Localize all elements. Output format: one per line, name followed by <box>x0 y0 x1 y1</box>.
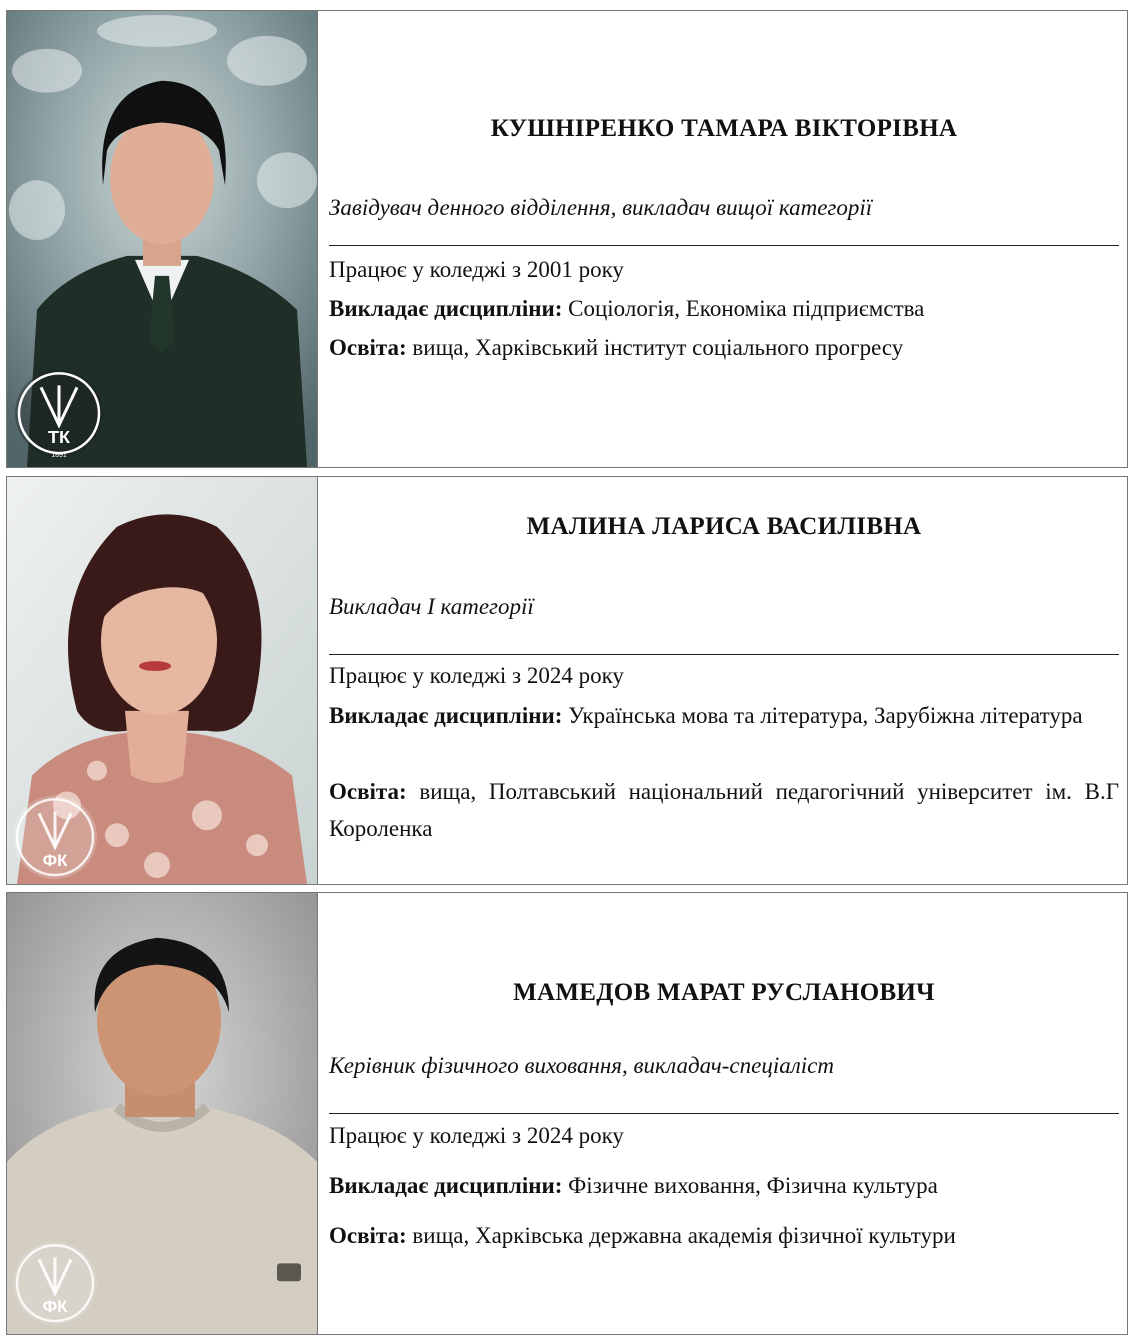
staff-since: Працює у коледжі з 2024 року <box>329 663 624 688</box>
staff-photo-malyna <box>7 477 318 884</box>
education-value: вища, Полтавський національний педагогічний університет ім. В.Г Короленка <box>329 779 1119 841</box>
staff-info-kushnirenko <box>329 11 1119 467</box>
staff-info-mamedov <box>329 893 1119 1334</box>
staff-role: Викладач І категорії <box>329 594 534 619</box>
divider-line <box>329 1113 1119 1114</box>
staff-card-malyna <box>6 476 1128 885</box>
disciplines-label: Викладає дисципліни: <box>329 296 563 321</box>
staff-role: Завідувач денного відділення, викладач вищої категорії <box>329 195 873 220</box>
disciplines-label: Викладає дисципліни: <box>329 1173 563 1198</box>
svg-text:ФК: ФК <box>42 851 68 871</box>
divider-line <box>329 245 1119 246</box>
svg-text:1891: 1891 <box>51 452 67 460</box>
education-value: вища, Харківська державна академія фізичної культури <box>412 1223 956 1248</box>
staff-disciplines <box>329 697 1119 734</box>
disciplines-value: Фізичне виховання, Фізична культура <box>568 1173 938 1198</box>
disciplines-label: Викладає дисципліни: <box>329 703 563 728</box>
education-label: Освіта: <box>329 779 407 804</box>
staff-disciplines <box>329 1167 1119 1204</box>
college-seal <box>13 795 97 879</box>
staff-name: МАМЕДОВ МАРАТ РУСЛАНОВИЧ <box>513 979 935 1006</box>
staff-since: Працює у коледжі з 2001 року <box>329 257 624 282</box>
staff-photo-mamedov <box>7 893 318 1334</box>
college-seal <box>13 1241 97 1325</box>
disciplines-value: Українська мова та література, Зарубіжна література <box>568 703 1083 728</box>
education-value: вища, Харківський інститут соціального прогресу <box>412 335 904 360</box>
staff-since: Працює у коледжі з 2024 року <box>329 1123 624 1148</box>
staff-education <box>329 329 1119 366</box>
svg-text:ТК: ТК <box>48 427 70 448</box>
staff-photo-kushnirenko <box>7 11 318 467</box>
staff-name: КУШНІРЕНКО ТАМАРА ВІКТОРІВНА <box>490 115 958 142</box>
education-label: Освіта: <box>329 335 407 360</box>
education-label: Освіта: <box>329 1223 407 1248</box>
staff-education <box>329 1217 1119 1254</box>
staff-education <box>329 773 1119 847</box>
disciplines-value: Соціологія, Економіка підприємства <box>568 296 925 321</box>
staff-role: Керівник фізичного виховання, викладач-спеціаліст <box>329 1053 834 1078</box>
staff-disciplines <box>329 290 1119 327</box>
svg-text:ФК: ФК <box>42 1297 68 1317</box>
staff-info-malyna <box>329 477 1119 884</box>
staff-card-kushnirenko <box>6 10 1128 468</box>
staff-name: МАЛИНА ЛАРИСА ВАСИЛІВНА <box>526 513 922 540</box>
divider-line <box>329 654 1119 655</box>
staff-card-mamedov <box>6 892 1128 1335</box>
